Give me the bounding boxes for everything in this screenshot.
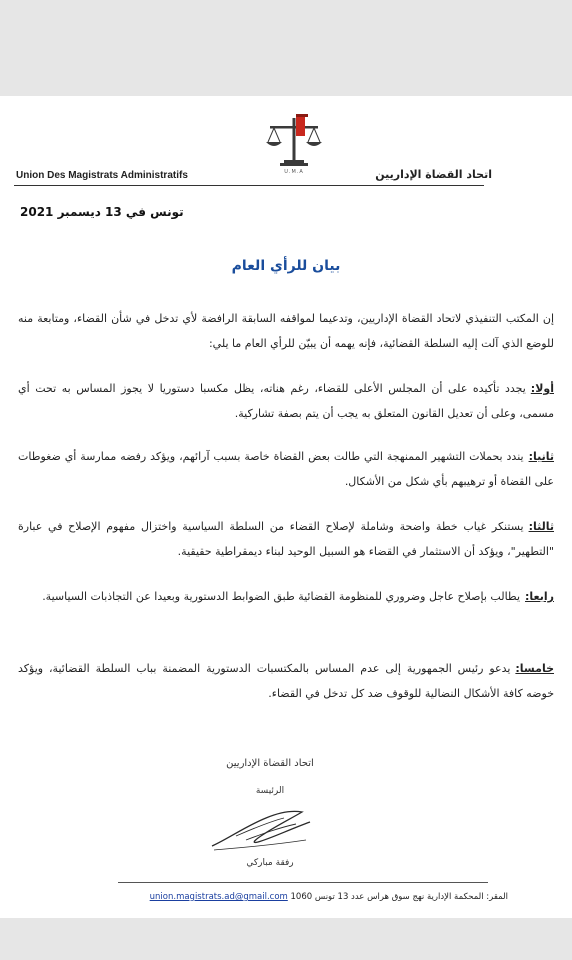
footer-contact xyxy=(128,892,508,902)
scales-of-justice-logo xyxy=(262,110,326,172)
org-name-arabic: اتحاد القضاة الإداريين xyxy=(375,168,492,181)
bottom-margin xyxy=(0,918,572,960)
point-4-lead: رابعا: xyxy=(525,590,554,603)
point-5-lead: خامسا: xyxy=(515,662,554,675)
point-5-text: يدعو رئيس الجمهورية إلى عدم المساس بالمكتسبات الدستورية المضمنة بباب السلطة القضائية، ويؤكد خوضه كافة الأشكال النضالية للوقوف ضد كل تدخل في القضاء. xyxy=(18,662,554,700)
point-3 xyxy=(18,514,554,564)
document-title: بيان للرأي العام xyxy=(231,258,341,274)
point-1-text: يجدد تأكيده على أن المجلس الأعلى للقضاء، رغم هناته، يظل مكسبا دستوريا لا يجوز المساس به تحت أي مسمى، وعلى أن تعديل القانون المتعلق به يجب أن يتم بصفة تشاركية. xyxy=(18,382,554,420)
intro-paragraph: إن المكتب التنفيذي لاتحاد القضاة الإداريين، وتدعيما لمواقفه السابقة الرافضة لأي تدخل في شأن القضاء، ومتابعة منه للوضع الذي آلت إليه السلطة القضائية، فإنه يهمه أن يبيّن للرأي العام ما يلي: xyxy=(18,312,554,350)
org-name-french: Union Des Magistrats Administratifs xyxy=(16,170,188,181)
header-divider xyxy=(14,185,484,186)
point-3-text: يستنكر غياب خطة واضحة وشاملة لإصلاح القضاء من السلطة السياسية واختزال مفهوم الإصلاح في عبارة "التطهير"، ويؤكد أن الاستثمار في القضاء هو السبيل الوحيد لبناء ديمقراطية حقيقية. xyxy=(18,520,554,558)
point-2-text: يندد بحملات التشهير الممنهجة التي طالت بعض القضاة خاصة بسبب آرائهم، ويؤكد رفضه ممارسة أي ضغوطات على القضاة أو ترهيبهم بأي شكل من الأشكال. xyxy=(18,450,554,488)
handwritten-signature xyxy=(206,796,318,858)
footer-divider xyxy=(118,882,488,883)
logo-caption: U.M.A xyxy=(284,169,304,175)
document-date: تونس في 13 ديسمبر 2021 xyxy=(20,205,184,219)
footer-email-link[interactable]: union.magistrats.ad@gmail.com xyxy=(149,892,288,902)
signatory-name: رفقة مباركي xyxy=(246,858,294,868)
point-4 xyxy=(18,584,554,609)
point-3-lead: ثالثا: xyxy=(528,520,554,533)
top-margin xyxy=(0,0,572,96)
signature-org: اتحاد القضاة الإداريين xyxy=(226,758,314,769)
point-5 xyxy=(18,656,554,706)
point-1-lead: أولا: xyxy=(530,382,554,395)
point-2 xyxy=(18,444,554,494)
point-4-text: يطالب بإصلاح عاجل وضروري للمنظومة القضائية طبق الضوابط الدستورية وبعيدا عن التجاذبات السياسية. xyxy=(42,590,521,603)
point-1 xyxy=(18,376,554,426)
signature-role: الرئيسة xyxy=(255,786,285,796)
point-2-lead: ثانيا: xyxy=(528,450,554,463)
footer-address: المقر: المحكمة الإدارية نهج سوق هراس عدد 13 تونس 1060 xyxy=(290,892,508,902)
